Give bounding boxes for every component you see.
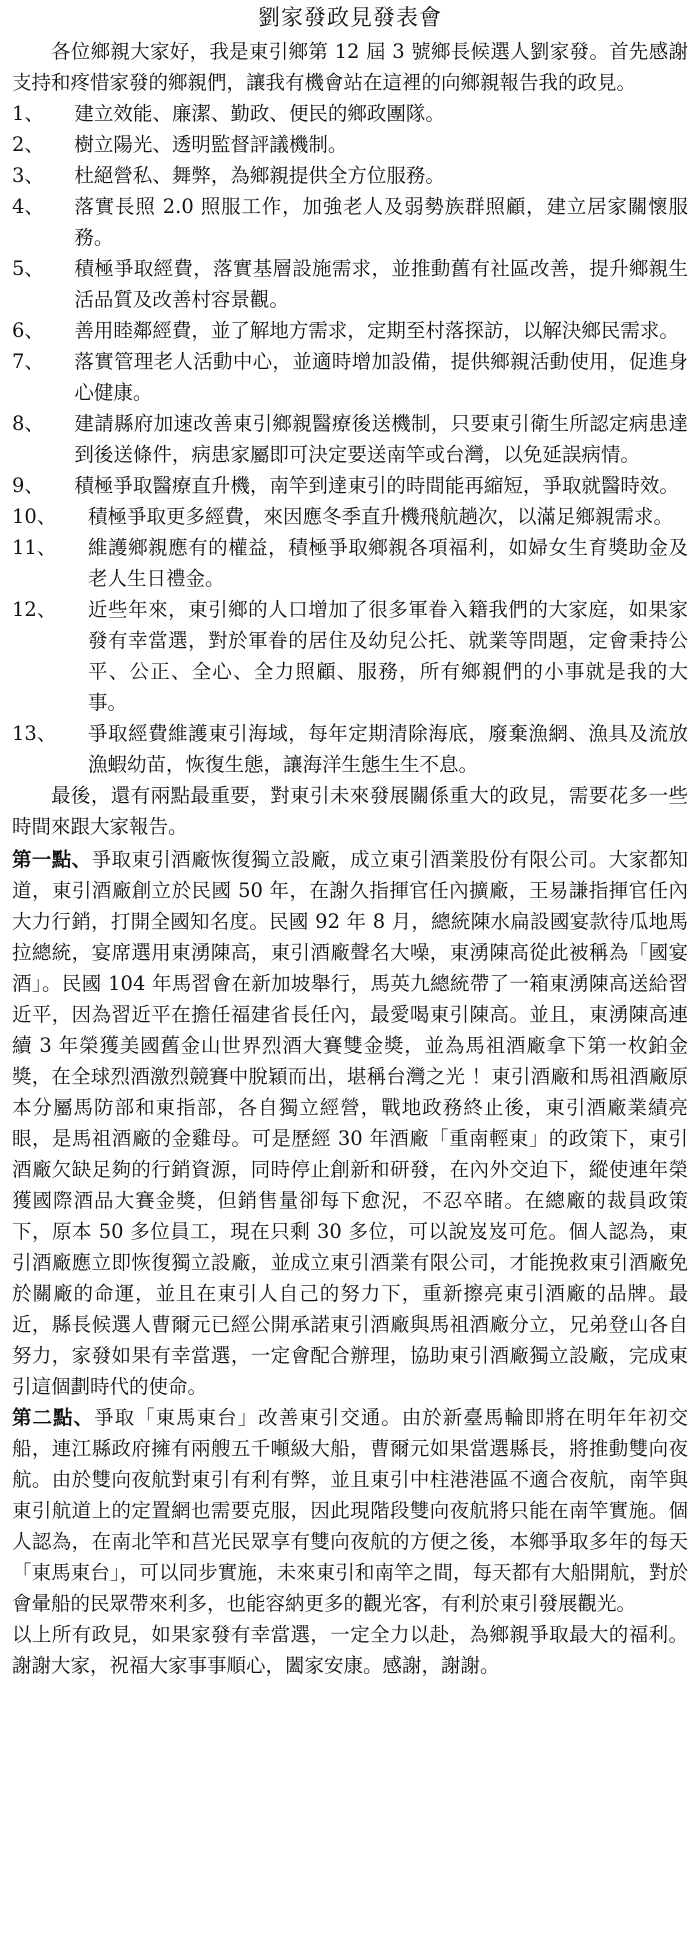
policy-number: 11、: [12, 536, 57, 559]
policy-text: 積極爭取經費，落實基層設施需求，並推動舊有社區改善，提升鄉親生活品質及改善村容景觀。: [74, 257, 688, 311]
policy-item: [12, 346, 688, 408]
conclusion-paragraph: 以上所有政見，如果家發有幸當選，一定全力以赴，為鄉親爭取最大的福利。謝謝大家，祝福大家事事順心，闔家安康。感謝，謝謝。: [12, 1623, 688, 1677]
policy-item: [12, 191, 688, 253]
policy-text: 積極爭取更多經費，來因應冬季直升機飛航趟次，以滿足鄉親需求。: [88, 505, 674, 528]
policy-number: 12、: [12, 598, 57, 621]
policy-number: 8、: [12, 412, 44, 435]
policy-item: [12, 160, 688, 191]
policy-text: 落實長照 2.0 照服工作，加強老人及弱勢族群照顧，建立居家關懷服務。: [74, 195, 688, 249]
policy-text: 積極爭取醫療直升機，南竿到達東引的時間能再縮短，爭取就醫時效。: [74, 474, 679, 497]
policy-item: [12, 594, 688, 718]
policy-item: [12, 501, 688, 532]
policy-text: 杜絕營私、舞弊，為鄉親提供全方位服務。: [74, 164, 445, 187]
policy-item: [12, 718, 688, 780]
policy-number: 6、: [12, 319, 44, 342]
policy-text: 善用睦鄰經費，並了解地方需求，定期至村落探訪，以解決鄉民需求。: [74, 319, 679, 342]
policy-item: [12, 470, 688, 501]
policy-number: 4、: [12, 195, 44, 218]
point-two-paragraph: [12, 1402, 688, 1619]
policy-text: 近些年來，東引鄉的人口增加了很多軍眷入籍我們的大家庭，如果家發有幸當選，對於軍眷的居住及幼兒公托、就業等問題，定會秉持公平、公正、全心、全力照顧、服務，所有鄉親們的小事就是我的大事。: [88, 598, 688, 714]
policy-number: 13、: [12, 722, 57, 745]
policy-number: 1、: [12, 102, 44, 125]
policy-number: 9、: [12, 474, 44, 497]
policy-text: 爭取經費維護東引海域，每年定期清除海底，廢棄漁網、漁具及流放漁蝦幼苗，恢復生態，讓海洋生態生生不息。: [88, 722, 688, 776]
point-one-label: 第一點、: [12, 848, 92, 871]
policy-text: 落實管理老人活動中心，並適時增加設備，提供鄉親活動使用，促進身心健康。: [74, 350, 688, 404]
policy-text: 維護鄉親應有的權益，積極爭取鄉親各項福利，如婦女生育獎助金及老人生日禮金。: [88, 536, 688, 590]
point-one-paragraph: [12, 844, 688, 1402]
policy-number: 3、: [12, 164, 44, 187]
intro-paragraph: 各位鄉親大家好，我是東引鄉第 12 屆 3 號鄉長候選人劉家發。首先感謝支持和疼惜家發的鄉親們，讓我有機會站在這裡的向鄉親報告我的政見。: [12, 40, 688, 94]
policy-list: [12, 98, 688, 780]
policy-item: [12, 253, 688, 315]
policy-item: [12, 408, 688, 470]
document-title: 劉家發政見發表會: [257, 6, 442, 31]
closing-intro-paragraph: 最後，還有兩點最重要，對東引未來發展關係重大的政見，需要花多一些時間來跟大家報告。: [12, 784, 688, 838]
policy-item: [12, 98, 688, 129]
policy-item: [12, 315, 688, 346]
policy-number: 10、: [12, 505, 57, 528]
point-two-text: 爭取「東馬東台」改善東引交通。由於新臺馬輪即將在明年年初交船，連江縣政府擁有兩艘五千噸級大船，曹爾元如果當選縣長，將推動雙向夜航。由於雙向夜航對東引有利有弊，並且東引中柱港港區不適合夜航，南竿與東引航道上的定置網也需要克服，因此現階段雙向夜航將只能在南竿實施。個人認為，在南北竿和莒光民眾享有雙向夜航的方便之後，本鄉爭取多年的每天「東馬東台」，可以同步實施，未來東引和南竿之間，每天都有大船開航，對於會暈船的民眾帶來利多，也能容納更多的觀光客，有利於東引發展觀光。: [12, 1406, 688, 1615]
policy-text: 建請縣府加速改善東引鄉親醫療後送機制，只要東引衛生所認定病患達到後送條件，病患家屬即可決定要送南竿或台灣，以免延誤病情。: [74, 412, 688, 466]
policy-text: 建立效能、廉潔、勤政、便民的鄉政團隊。: [74, 102, 445, 125]
policy-text: 樹立陽光、透明監督評議機制。: [74, 133, 348, 156]
policy-number: 2、: [12, 133, 44, 156]
point-one-text: 爭取東引酒廠恢復獨立設廠，成立東引酒業股份有限公司。大家都知道，東引酒廠創立於民國 50 年，在謝久指揮官任內擴廠，王易謙指揮官任內大力行銷，打開全國知名度。民國 92 年 8 月，總統陳水扁設國宴款待瓜地馬拉總統，宴席選用東湧陳高，東引酒廠聲名大噪，東湧陳高從此被稱為「國宴酒」。民國 104 年馬習會在新加坡舉行，馬英九總統帶了一箱東湧陳高送給習近平，因為習近平在擔任福建省長任內，最愛喝東引陳高。並且，東湧陳高連續 3 年榮獲美國舊金山世界烈酒大賽雙金獎，並為馬祖酒廠拿下第一枚鉑金獎，在全球烈酒激烈競賽中脫穎而出，堪稱台灣之光 ！東引酒廠和馬祖酒廠原本分屬馬防部和東指部，各自獨立經營，戰地政務終止後，東引酒廠業績亮眼，是馬祖酒廠的金雞母。可是歷經 30 年酒廠「重南輕東」的政策下，東引酒廠欠缺足夠的行銷資源，同時停止創新和研發，在內外交迫下，縱使連年榮獲國際酒品大賽金獎，但銷售量卻每下愈況，不忍卒睹。在總廠的裁員政策下，原本 50 多位員工，現在只剩 30 多位，可以說岌岌可危。個人認為，東引酒廠應立即恢復獨立設廠，並成立東引酒業有限公司，才能挽救東引酒廠免於關廠的命運，並且在東引人自己的努力下，重新擦亮東引酒廠的品牌。最近，縣長候選人曹爾元已經公開承諾東引酒廠與馬祖酒廠分立，兄弟登山各自努力，家發如果有幸當選，一定會配合辦理，協助東引酒廠獨立設廠，完成東引這個劃時代的使命。: [12, 848, 688, 1398]
policy-number: 7、: [12, 350, 44, 373]
policy-item: [12, 532, 688, 594]
policy-item: [12, 129, 688, 160]
point-two-label: 第二點、: [12, 1406, 95, 1429]
policy-number: 5、: [12, 257, 44, 280]
